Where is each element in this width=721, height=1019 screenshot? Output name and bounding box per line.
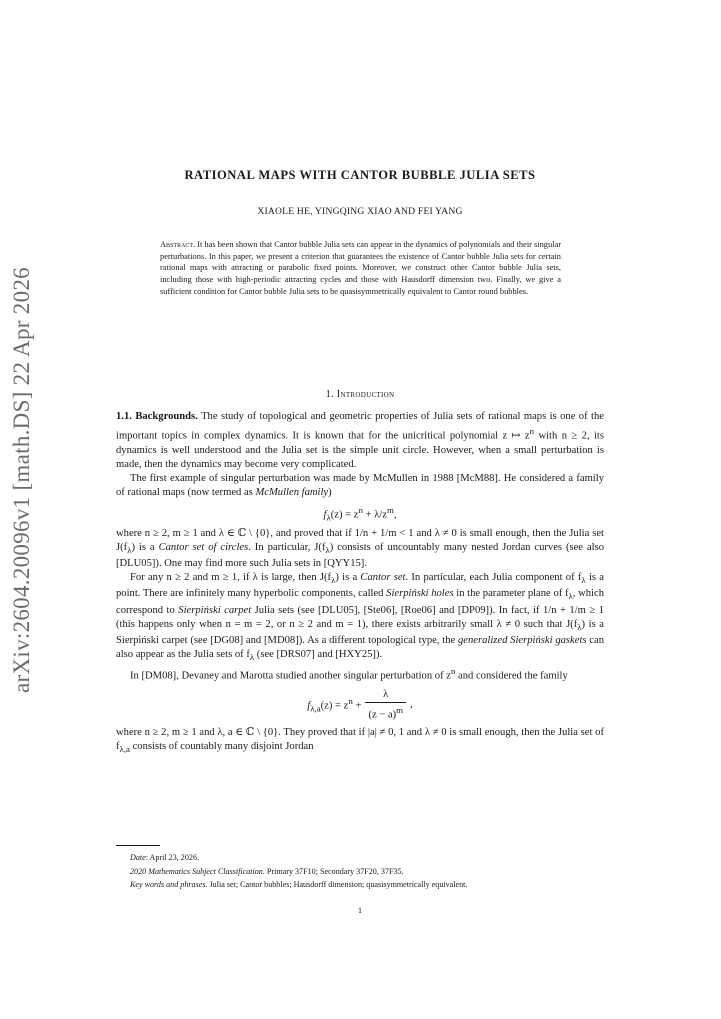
subsection-number: 1.1.	[116, 411, 132, 422]
arxiv-identifier: arXiv:2604.20096v1 [math.DS] 22 Apr 2026	[9, 267, 34, 693]
page-number: 1	[357, 906, 363, 915]
paragraph-jordan: where n ≥ 2, m ≥ 1 and λ, a ∈ ℂ \ {0}. They proved that if |a| ≠ 0, 1 and λ ≠ 0 is small enough, then the Julia set of $f_{\lambda,a}$ consists of countably many disjoint Jordan	[116, 726, 604, 754]
paragraph-mcmullen: The first example of singular perturbation was made by McMullen in 1988 [McM88]. He considered a family of rational maps (now termed as McMullen family)	[116, 472, 604, 498]
footnote-rule	[116, 845, 160, 846]
section-heading	[116, 389, 604, 400]
paragraph-devaney-marotta: In [DM08], Devaney and Marotta studied another singular perturbation of $z^n$ and considered the family	[130, 666, 568, 682]
subsection-title: Backgrounds.	[135, 411, 198, 422]
footnotes	[116, 851, 604, 892]
paragraph-backgrounds: 1.1. Backgrounds. The study of topological and geometric properties of Julia sets of rational maps is one of the important topics in complex dynamics. It is known that for the unicritical polynomial z ↦ $z^n$ with n ≥ 2, its dynamics is well understood and the Julia set is the simple unit circle. However, when a small perturbation is made, then the dynamics may become very complicated.	[116, 411, 604, 470]
equation-mcmullen-family: $f_\lambda(z) = z^n + \lambda/z^m$,	[323, 505, 397, 523]
paragraph-large-lambda: For any n ≥ 2 and m ≥ 1, if λ is large, then $J(f_\lambda)$ is a Cantor set. In particular, each Julia component of $f_\lambda$ is a point. There are infinitely many hyperbolic components, called Sierpiński holes in the parameter plane of $f_\lambda$, which correspond to Sierpiński carpet Julia sets (see [DLU05], [Ste06], [Roe06] and [DP09]). In fact, if 1/n + 1/m ≥ 1 (this happens only when n = m = 2, or n ≥ 2 and m = 1), there exists arbitrarily small λ ≠ 0 such that $J(f_\lambda)$ is a Sierpiński carpet (see [DG08] and [MD08]). As a different topological type, the generalized Sierpiński gaskets can also appear as the Julia sets of $f_\lambda$ (see [DRS07] and [HXY25]).	[116, 572, 604, 663]
equation-fraction: $\frac{\lambda}{(z - a)^m}$	[365, 688, 406, 723]
body-text	[116, 410, 604, 756]
section-title: Introduction	[336, 389, 395, 400]
abstract-text: It has been shown that Cantor bubble Julia sets can appear in the dynamics of polynomials and their singular perturbations. In this paper, we present a criterion that guarantees the existence of Cantor bubble Julia sets for certain rational maps with attracting or parabolic fixed points. Moreover, we construct other Cantor bubble Julia sets, including those with high-periodic attracting cycles and those with Hausdorff dimension two. Finally, we give a sufficient condition for Cantor bubble Julia sets to be quasisymmetrically equivalent to Cantor round bubbles.	[160, 240, 562, 296]
paper-title: RATIONAL MAPS WITH CANTOR BUBBLE JULIA SETS	[184, 168, 536, 182]
equation-devaney-marotta-family: $f_{\lambda,a}(z) = z^n$ + $\frac{\lambda}{(z - a)^m}$ ,	[116, 688, 604, 723]
paragraph-cantor-circles: where n ≥ 2, m ≥ 1 and λ ∈ ℂ \ {0}, and proved that if 1/n + 1/m < 1 and λ ≠ 0 is small enough, then the Julia set $J(f_\lambda)$ is a Cantor set of circles. In particular, $J(f_\lambda)$ consists of uncountably many nested Jordan curves (see also [DLU05]). One may find more such Julia sets in [QYY15].	[116, 527, 605, 570]
footnote-date: Date: April 23, 2026.	[130, 853, 200, 862]
paper-authors: XIAOLE HE, YINGQING XIAO AND FEI YANG	[257, 206, 463, 217]
abstract	[160, 239, 561, 298]
footnote-msc: 2020 Mathematics Subject Classification. Primary 37F10; Secondary 37F20, 37F35.	[130, 866, 404, 876]
abstract-heading: Abstract.	[160, 240, 196, 249]
section-number: 1.	[325, 389, 334, 400]
footnote-keywords: Key words and phrases. Julia set; Cantor bubbles; Hausdorff dimension; quasisymmetrically equivalent.	[130, 880, 468, 890]
